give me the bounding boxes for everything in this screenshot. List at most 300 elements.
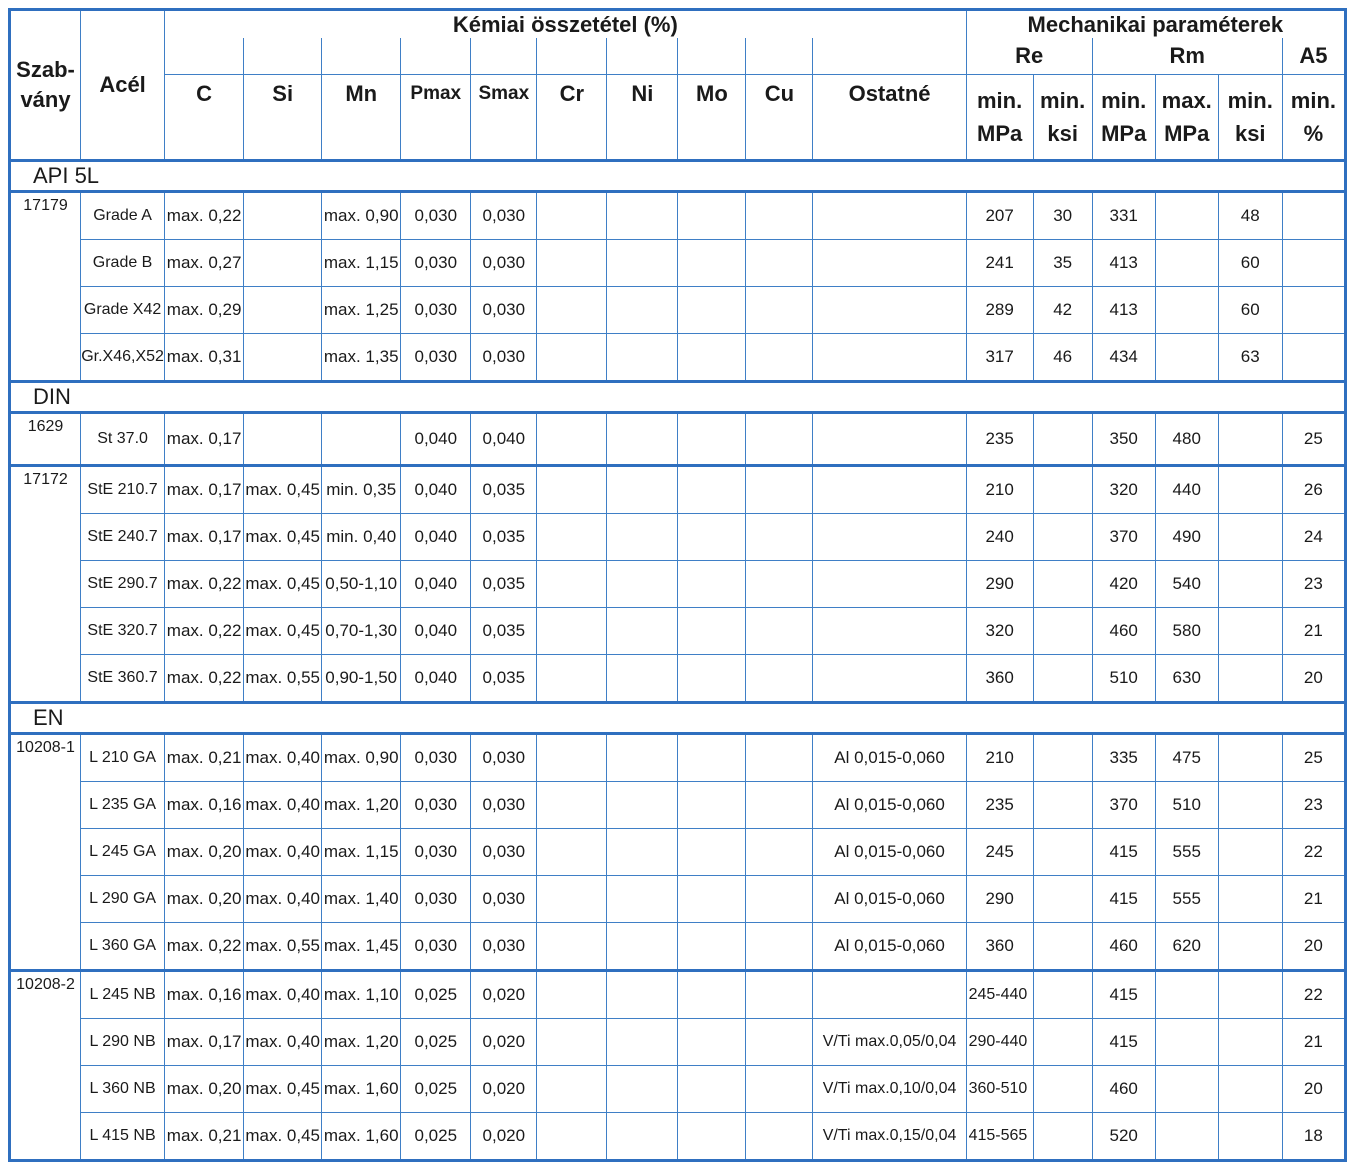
header-col-c: C bbox=[165, 75, 244, 161]
cell-smax: 0,030 bbox=[471, 192, 537, 240]
cell-rm-max-mpa: 475 bbox=[1155, 734, 1218, 782]
cell-mn: max. 0,90 bbox=[322, 734, 401, 782]
cell-steel: L 415 NB bbox=[81, 1113, 165, 1161]
header-chem-spacer-ni bbox=[607, 38, 678, 75]
header-chem-spacer-mn bbox=[322, 38, 401, 75]
cell-cu bbox=[746, 829, 813, 876]
group-row bbox=[10, 161, 1346, 192]
cell-smax: 0,040 bbox=[471, 413, 537, 466]
cell-rm-min-mpa: 420 bbox=[1092, 561, 1155, 608]
cell-mn: 0,50-1,10 bbox=[322, 561, 401, 608]
cell-other bbox=[813, 334, 966, 382]
cell-cr bbox=[537, 1019, 607, 1066]
cell-steel: StE 360.7 bbox=[81, 655, 165, 703]
cell-mo bbox=[678, 1019, 746, 1066]
cell-smax: 0,030 bbox=[471, 240, 537, 287]
cell-other: Al 0,015-0,060 bbox=[813, 829, 966, 876]
cell-other: V/Ti max.0,05/0,04 bbox=[813, 1019, 966, 1066]
header-re-min-ksi: min. ksi bbox=[1033, 75, 1092, 161]
cell-ni bbox=[607, 608, 678, 655]
cell-cr bbox=[537, 971, 607, 1019]
cell-re-min-mpa: 317 bbox=[966, 334, 1033, 382]
cell-pmax: 0,030 bbox=[401, 734, 471, 782]
cell-rm-min-ksi bbox=[1218, 923, 1282, 971]
cell-ni bbox=[607, 734, 678, 782]
cell-rm-min-ksi bbox=[1218, 1113, 1282, 1161]
cell-other bbox=[813, 192, 966, 240]
cell-mo bbox=[678, 829, 746, 876]
cell-mn: min. 0,40 bbox=[322, 514, 401, 561]
header-chemical-composition: Kémiai összetétel (%) bbox=[165, 10, 967, 39]
cell-pmax: 0,040 bbox=[401, 561, 471, 608]
cell-smax: 0,030 bbox=[471, 782, 537, 829]
header-a5: A5 bbox=[1282, 38, 1345, 75]
cell-pmax: 0,040 bbox=[401, 413, 471, 466]
cell-re-min-ksi bbox=[1033, 466, 1092, 514]
cell-mn: max. 1,15 bbox=[322, 240, 401, 287]
cell-a5-min-pct: 23 bbox=[1282, 782, 1345, 829]
cell-c: max. 0,17 bbox=[165, 514, 244, 561]
cell-a5-min-pct: 25 bbox=[1282, 734, 1345, 782]
cell-cu bbox=[746, 192, 813, 240]
cell-rm-max-mpa bbox=[1155, 1113, 1218, 1161]
cell-mo bbox=[678, 608, 746, 655]
cell-rm-min-ksi bbox=[1218, 561, 1282, 608]
cell-rm-min-ksi bbox=[1218, 876, 1282, 923]
cell-pmax: 0,030 bbox=[401, 829, 471, 876]
cell-cr bbox=[537, 655, 607, 703]
cell-mo bbox=[678, 1113, 746, 1161]
cell-mn: max. 1,25 bbox=[322, 287, 401, 334]
cell-mn: max. 1,15 bbox=[322, 829, 401, 876]
cell-rm-min-mpa: 460 bbox=[1092, 1066, 1155, 1113]
cell-rm-min-mpa: 460 bbox=[1092, 608, 1155, 655]
cell-a5-min-pct: 20 bbox=[1282, 655, 1345, 703]
cell-cu bbox=[746, 287, 813, 334]
cell-rm-min-mpa: 350 bbox=[1092, 413, 1155, 466]
cell-c: max. 0,17 bbox=[165, 466, 244, 514]
cell-rm-max-mpa: 540 bbox=[1155, 561, 1218, 608]
cell-rm-max-mpa bbox=[1155, 1066, 1218, 1113]
header-col-pmax: Pmax bbox=[401, 75, 471, 161]
cell-rm-min-ksi bbox=[1218, 514, 1282, 561]
cell-pmax: 0,040 bbox=[401, 608, 471, 655]
cell-ni bbox=[607, 971, 678, 1019]
table-row bbox=[10, 782, 1346, 829]
cell-re-min-mpa: 415-565 bbox=[966, 1113, 1033, 1161]
cell-cu bbox=[746, 782, 813, 829]
cell-other: V/Ti max.0,15/0,04 bbox=[813, 1113, 966, 1161]
cell-si: max. 0,55 bbox=[244, 655, 322, 703]
cell-cr bbox=[537, 923, 607, 971]
table-row bbox=[10, 334, 1346, 382]
cell-si bbox=[244, 287, 322, 334]
cell-si: max. 0,40 bbox=[244, 876, 322, 923]
cell-si: max. 0,45 bbox=[244, 514, 322, 561]
header-chem-spacer-cr bbox=[537, 38, 607, 75]
cell-cu bbox=[746, 240, 813, 287]
cell-a5-min-pct bbox=[1282, 334, 1345, 382]
header-col-other: Ostatné bbox=[813, 75, 966, 161]
cell-mo bbox=[678, 655, 746, 703]
cell-mo bbox=[678, 734, 746, 782]
cell-cu bbox=[746, 923, 813, 971]
cell-steel: L 210 GA bbox=[81, 734, 165, 782]
cell-mn: max. 1,60 bbox=[322, 1066, 401, 1113]
cell-rm-max-mpa: 580 bbox=[1155, 608, 1218, 655]
cell-cr bbox=[537, 413, 607, 466]
cell-ni bbox=[607, 192, 678, 240]
cell-cu bbox=[746, 1113, 813, 1161]
cell-rm-min-ksi bbox=[1218, 413, 1282, 466]
cell-re-min-ksi bbox=[1033, 923, 1092, 971]
cell-mn: max. 1,20 bbox=[322, 1019, 401, 1066]
group-name: DIN bbox=[10, 382, 1346, 413]
cell-mn: max. 1,35 bbox=[322, 334, 401, 382]
header-col-mo: Mo bbox=[678, 75, 746, 161]
cell-si bbox=[244, 240, 322, 287]
cell-si: max. 0,40 bbox=[244, 782, 322, 829]
table-header bbox=[10, 10, 1346, 161]
cell-rm-min-ksi bbox=[1218, 971, 1282, 1019]
cell-re-min-ksi bbox=[1033, 514, 1092, 561]
cell-cr bbox=[537, 876, 607, 923]
cell-rm-max-mpa bbox=[1155, 971, 1218, 1019]
cell-rm-min-ksi bbox=[1218, 734, 1282, 782]
cell-c: max. 0,20 bbox=[165, 1066, 244, 1113]
cell-mn bbox=[322, 413, 401, 466]
header-chem-spacer-mo bbox=[678, 38, 746, 75]
header-re: Re bbox=[966, 38, 1092, 75]
cell-ni bbox=[607, 514, 678, 561]
cell-ni bbox=[607, 334, 678, 382]
header-standard-line1: Szab- bbox=[16, 57, 75, 82]
cell-steel: Grade A bbox=[81, 192, 165, 240]
cell-other bbox=[813, 240, 966, 287]
cell-rm-min-mpa: 320 bbox=[1092, 466, 1155, 514]
cell-smax: 0,020 bbox=[471, 1066, 537, 1113]
cell-cr bbox=[537, 608, 607, 655]
cell-ni bbox=[607, 655, 678, 703]
cell-steel: Grade B bbox=[81, 240, 165, 287]
cell-mo bbox=[678, 1066, 746, 1113]
steel-grades-table-container bbox=[8, 8, 1347, 1162]
cell-rm-min-mpa: 434 bbox=[1092, 334, 1155, 382]
table-row bbox=[10, 608, 1346, 655]
cell-steel: L 245 GA bbox=[81, 829, 165, 876]
cell-cr bbox=[537, 561, 607, 608]
header-a5-min-pct: min. % bbox=[1282, 75, 1345, 161]
cell-pmax: 0,025 bbox=[401, 1019, 471, 1066]
cell-si bbox=[244, 192, 322, 240]
cell-si: max. 0,40 bbox=[244, 1019, 322, 1066]
header-standard bbox=[10, 10, 81, 161]
cell-mo bbox=[678, 923, 746, 971]
cell-mo bbox=[678, 561, 746, 608]
cell-steel: St 37.0 bbox=[81, 413, 165, 466]
cell-re-min-ksi bbox=[1033, 734, 1092, 782]
cell-rm-min-mpa: 335 bbox=[1092, 734, 1155, 782]
header-mechanical-parameters: Mechanikai paraméterek bbox=[966, 10, 1345, 39]
cell-cu bbox=[746, 734, 813, 782]
header-rm-max-mpa: max. MPa bbox=[1155, 75, 1218, 161]
cell-re-min-mpa: 235 bbox=[966, 782, 1033, 829]
cell-cu bbox=[746, 655, 813, 703]
header-standard-line2: vány bbox=[20, 87, 71, 112]
cell-c: max. 0,16 bbox=[165, 971, 244, 1019]
cell-mo bbox=[678, 287, 746, 334]
cell-c: max. 0,16 bbox=[165, 782, 244, 829]
cell-pmax: 0,030 bbox=[401, 192, 471, 240]
cell-rm-max-mpa: 440 bbox=[1155, 466, 1218, 514]
cell-re-min-ksi bbox=[1033, 782, 1092, 829]
cell-cr bbox=[537, 192, 607, 240]
table-row bbox=[10, 287, 1346, 334]
cell-rm-max-mpa bbox=[1155, 334, 1218, 382]
cell-mo bbox=[678, 240, 746, 287]
cell-smax: 0,030 bbox=[471, 876, 537, 923]
cell-re-min-mpa: 360-510 bbox=[966, 1066, 1033, 1113]
cell-a5-min-pct: 26 bbox=[1282, 466, 1345, 514]
cell-mo bbox=[678, 514, 746, 561]
table-row bbox=[10, 1019, 1346, 1066]
cell-steel: L 245 NB bbox=[81, 971, 165, 1019]
cell-rm-min-ksi: 60 bbox=[1218, 240, 1282, 287]
cell-re-min-mpa: 290-440 bbox=[966, 1019, 1033, 1066]
table-row bbox=[10, 514, 1346, 561]
cell-mo bbox=[678, 334, 746, 382]
group-row bbox=[10, 703, 1346, 734]
cell-rm-max-mpa bbox=[1155, 1019, 1218, 1066]
cell-cr bbox=[537, 466, 607, 514]
cell-si: max. 0,45 bbox=[244, 1113, 322, 1161]
standard-code: 17172 bbox=[10, 466, 81, 703]
cell-smax: 0,020 bbox=[471, 971, 537, 1019]
cell-cr bbox=[537, 829, 607, 876]
table-row bbox=[10, 466, 1346, 514]
cell-pmax: 0,030 bbox=[401, 240, 471, 287]
cell-mo bbox=[678, 876, 746, 923]
header-rm-min-ksi: min. ksi bbox=[1218, 75, 1282, 161]
cell-steel: StE 290.7 bbox=[81, 561, 165, 608]
cell-other bbox=[813, 971, 966, 1019]
cell-smax: 0,020 bbox=[471, 1113, 537, 1161]
header-col-cu: Cu bbox=[746, 75, 813, 161]
table-row bbox=[10, 1113, 1346, 1161]
cell-a5-min-pct: 25 bbox=[1282, 413, 1345, 466]
table-row bbox=[10, 971, 1346, 1019]
cell-steel: L 290 GA bbox=[81, 876, 165, 923]
cell-pmax: 0,030 bbox=[401, 782, 471, 829]
standard-code: 17179 bbox=[10, 192, 81, 382]
cell-ni bbox=[607, 287, 678, 334]
cell-steel: Grade X42 bbox=[81, 287, 165, 334]
cell-cr bbox=[537, 1113, 607, 1161]
cell-si: max. 0,40 bbox=[244, 971, 322, 1019]
cell-cu bbox=[746, 514, 813, 561]
cell-mo bbox=[678, 413, 746, 466]
cell-cr bbox=[537, 734, 607, 782]
cell-mn: 0,90-1,50 bbox=[322, 655, 401, 703]
cell-si: max. 0,40 bbox=[244, 829, 322, 876]
cell-steel: StE 240.7 bbox=[81, 514, 165, 561]
header-chem-spacer-p bbox=[401, 38, 471, 75]
cell-rm-max-mpa: 490 bbox=[1155, 514, 1218, 561]
cell-ni bbox=[607, 923, 678, 971]
cell-mn: max. 1,40 bbox=[322, 876, 401, 923]
cell-ni bbox=[607, 466, 678, 514]
cell-pmax: 0,025 bbox=[401, 1066, 471, 1113]
cell-re-min-ksi bbox=[1033, 1066, 1092, 1113]
cell-rm-min-ksi: 63 bbox=[1218, 334, 1282, 382]
header-re-min-mpa: min. MPa bbox=[966, 75, 1033, 161]
cell-rm-max-mpa bbox=[1155, 287, 1218, 334]
cell-rm-max-mpa: 630 bbox=[1155, 655, 1218, 703]
cell-other bbox=[813, 608, 966, 655]
cell-c: max. 0,17 bbox=[165, 1019, 244, 1066]
cell-cu bbox=[746, 334, 813, 382]
table-row bbox=[10, 561, 1346, 608]
cell-mo bbox=[678, 782, 746, 829]
cell-pmax: 0,025 bbox=[401, 1113, 471, 1161]
cell-si: max. 0,45 bbox=[244, 466, 322, 514]
cell-re-min-ksi bbox=[1033, 655, 1092, 703]
cell-rm-max-mpa: 480 bbox=[1155, 413, 1218, 466]
table-row bbox=[10, 923, 1346, 971]
cell-cu bbox=[746, 413, 813, 466]
cell-other: Al 0,015-0,060 bbox=[813, 876, 966, 923]
cell-re-min-ksi bbox=[1033, 829, 1092, 876]
cell-ni bbox=[607, 413, 678, 466]
cell-mo bbox=[678, 466, 746, 514]
cell-re-min-mpa: 235 bbox=[966, 413, 1033, 466]
standard-code: 10208-2 bbox=[10, 971, 81, 1161]
table-row bbox=[10, 192, 1346, 240]
header-col-mn: Mn bbox=[322, 75, 401, 161]
cell-re-min-mpa: 320 bbox=[966, 608, 1033, 655]
cell-a5-min-pct bbox=[1282, 192, 1345, 240]
cell-a5-min-pct bbox=[1282, 240, 1345, 287]
cell-pmax: 0,030 bbox=[401, 923, 471, 971]
table-row bbox=[10, 413, 1346, 466]
cell-re-min-mpa: 207 bbox=[966, 192, 1033, 240]
cell-smax: 0,030 bbox=[471, 334, 537, 382]
cell-si: max. 0,45 bbox=[244, 561, 322, 608]
cell-rm-min-mpa: 415 bbox=[1092, 876, 1155, 923]
cell-steel: StE 320.7 bbox=[81, 608, 165, 655]
cell-cr bbox=[537, 287, 607, 334]
cell-other bbox=[813, 466, 966, 514]
cell-cr bbox=[537, 782, 607, 829]
header-chem-spacer-c bbox=[165, 38, 244, 75]
cell-c: max. 0,22 bbox=[165, 923, 244, 971]
cell-c: max. 0,22 bbox=[165, 655, 244, 703]
cell-cu bbox=[746, 561, 813, 608]
cell-rm-min-ksi bbox=[1218, 829, 1282, 876]
table-row bbox=[10, 240, 1346, 287]
cell-rm-min-ksi bbox=[1218, 782, 1282, 829]
cell-c: max. 0,22 bbox=[165, 192, 244, 240]
header-steel: Acél bbox=[81, 10, 165, 161]
cell-re-min-mpa: 241 bbox=[966, 240, 1033, 287]
cell-rm-min-mpa: 413 bbox=[1092, 240, 1155, 287]
cell-smax: 0,035 bbox=[471, 655, 537, 703]
cell-si: max. 0,40 bbox=[244, 734, 322, 782]
header-rm: Rm bbox=[1092, 38, 1282, 75]
cell-re-min-ksi bbox=[1033, 971, 1092, 1019]
cell-other bbox=[813, 655, 966, 703]
cell-a5-min-pct: 20 bbox=[1282, 923, 1345, 971]
header-chem-spacer-si bbox=[244, 38, 322, 75]
cell-pmax: 0,040 bbox=[401, 466, 471, 514]
cell-pmax: 0,030 bbox=[401, 287, 471, 334]
cell-si bbox=[244, 413, 322, 466]
cell-re-min-ksi bbox=[1033, 413, 1092, 466]
cell-re-min-mpa: 245 bbox=[966, 829, 1033, 876]
cell-si bbox=[244, 334, 322, 382]
cell-steel: StE 210.7 bbox=[81, 466, 165, 514]
cell-cr bbox=[537, 240, 607, 287]
cell-re-min-mpa: 289 bbox=[966, 287, 1033, 334]
cell-a5-min-pct: 18 bbox=[1282, 1113, 1345, 1161]
cell-c: max. 0,20 bbox=[165, 829, 244, 876]
cell-other bbox=[813, 287, 966, 334]
cell-a5-min-pct: 24 bbox=[1282, 514, 1345, 561]
cell-rm-max-mpa bbox=[1155, 192, 1218, 240]
cell-smax: 0,030 bbox=[471, 734, 537, 782]
cell-mn: max. 1,10 bbox=[322, 971, 401, 1019]
cell-c: max. 0,21 bbox=[165, 1113, 244, 1161]
table-row bbox=[10, 829, 1346, 876]
cell-smax: 0,035 bbox=[471, 561, 537, 608]
cell-c: max. 0,22 bbox=[165, 561, 244, 608]
cell-ni bbox=[607, 876, 678, 923]
cell-rm-min-mpa: 415 bbox=[1092, 1019, 1155, 1066]
cell-other bbox=[813, 561, 966, 608]
cell-mn: max. 1,60 bbox=[322, 1113, 401, 1161]
cell-rm-min-mpa: 370 bbox=[1092, 782, 1155, 829]
cell-a5-min-pct: 22 bbox=[1282, 971, 1345, 1019]
cell-mo bbox=[678, 971, 746, 1019]
header-col-ni: Ni bbox=[607, 75, 678, 161]
cell-other bbox=[813, 413, 966, 466]
cell-re-min-ksi bbox=[1033, 561, 1092, 608]
cell-rm-max-mpa: 620 bbox=[1155, 923, 1218, 971]
standard-code: 10208-1 bbox=[10, 734, 81, 971]
standard-code: 1629 bbox=[10, 413, 81, 466]
cell-pmax: 0,040 bbox=[401, 514, 471, 561]
cell-c: max. 0,27 bbox=[165, 240, 244, 287]
cell-re-min-mpa: 210 bbox=[966, 734, 1033, 782]
cell-steel: L 290 NB bbox=[81, 1019, 165, 1066]
cell-steel: L 235 GA bbox=[81, 782, 165, 829]
cell-pmax: 0,040 bbox=[401, 655, 471, 703]
cell-re-min-ksi bbox=[1033, 608, 1092, 655]
cell-si: max. 0,45 bbox=[244, 608, 322, 655]
cell-c: max. 0,21 bbox=[165, 734, 244, 782]
cell-rm-min-mpa: 415 bbox=[1092, 971, 1155, 1019]
cell-smax: 0,035 bbox=[471, 466, 537, 514]
cell-rm-min-ksi: 60 bbox=[1218, 287, 1282, 334]
cell-rm-max-mpa: 510 bbox=[1155, 782, 1218, 829]
cell-re-min-ksi bbox=[1033, 1019, 1092, 1066]
cell-pmax: 0,030 bbox=[401, 334, 471, 382]
cell-re-min-mpa: 210 bbox=[966, 466, 1033, 514]
cell-c: max. 0,31 bbox=[165, 334, 244, 382]
cell-other: Al 0,015-0,060 bbox=[813, 923, 966, 971]
cell-mn: 0,70-1,30 bbox=[322, 608, 401, 655]
cell-ni bbox=[607, 782, 678, 829]
